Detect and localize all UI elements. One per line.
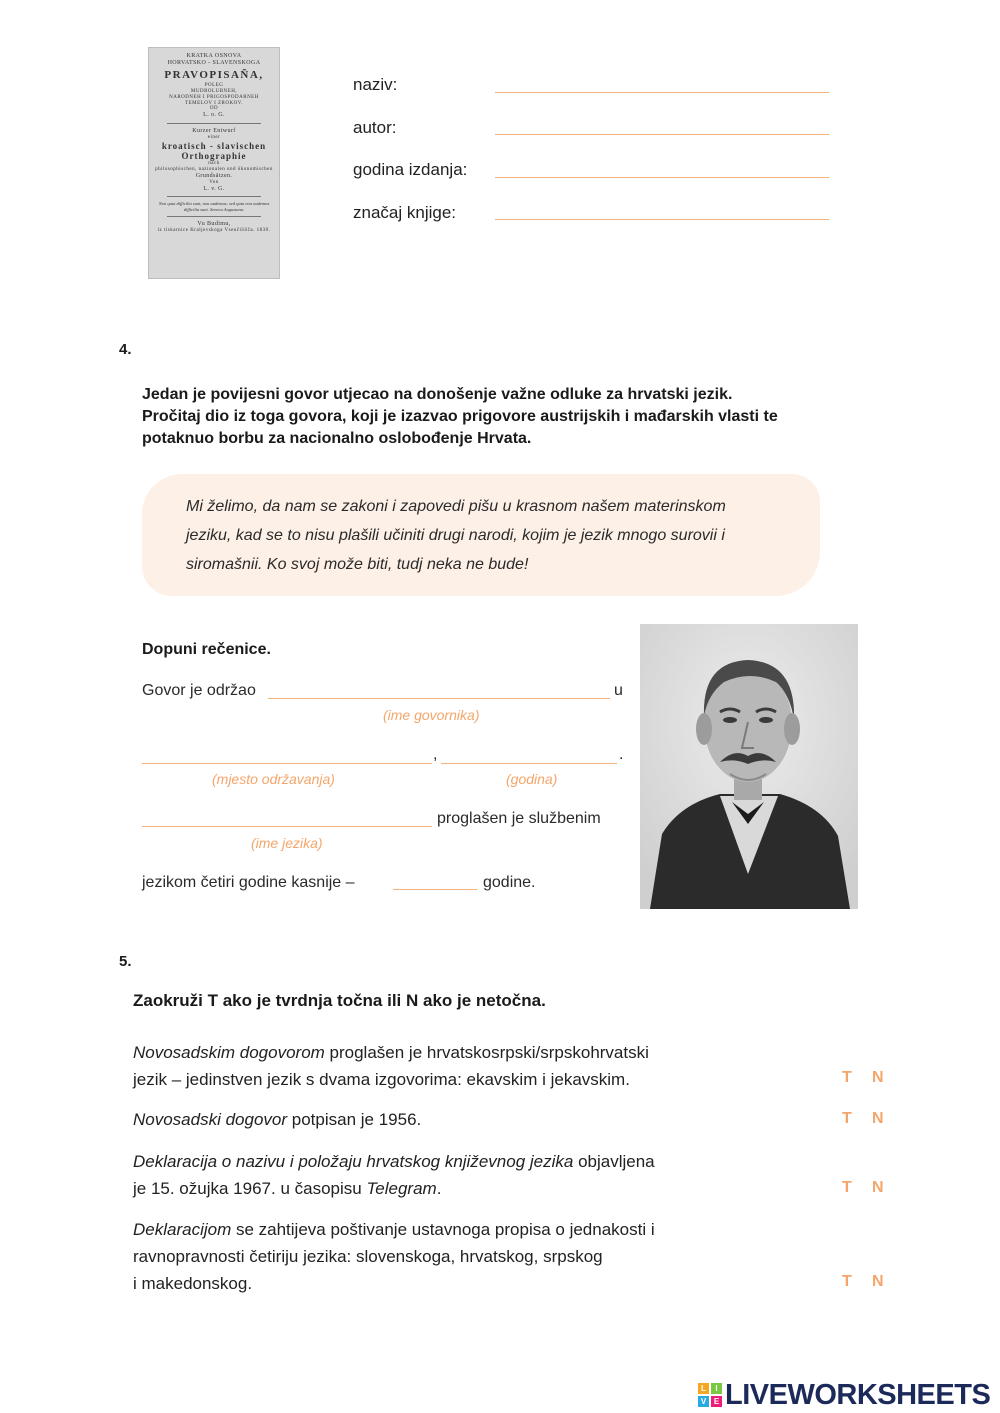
znacaj-knjige-input-line[interactable] [495, 219, 829, 220]
statement-line [133, 1216, 655, 1243]
statement-text: proglašen je hrvatskosrpski/srpskohrvatski [324, 1043, 649, 1062]
book-cover-line: Orthographie [181, 151, 247, 162]
q4-instruction-line: Jedan je povijesni govor utjecao na donošenje važne odluke za hrvatski jezik. [142, 386, 733, 403]
question-number-5: 5. [119, 953, 132, 970]
place-hint-label: (mjesto održavanja) [212, 771, 335, 787]
language-input-line[interactable] [142, 826, 432, 827]
book-cover-line: KRATKA OSNOVA [186, 53, 242, 59]
logo-mark-letter: I [711, 1383, 722, 1394]
book-cover-line: Vu Budimu, [197, 220, 231, 227]
logo-mark-letter: L [698, 1383, 709, 1394]
q4-instruction-line: potaknuo borbu za nacionalno oslobođenje Hrvata. [142, 430, 532, 447]
book-cover-line: philosophischen, nazionalen und ökonomischen [155, 167, 273, 173]
sentence4-end: godine. [483, 874, 536, 891]
book-cover-line: Kurzer Entwurf [192, 128, 236, 135]
logo-mark-icon [698, 1383, 722, 1407]
book-cover-image [148, 47, 280, 279]
quote-line: siromašnii. Ko svoj može biti, tudj neka ne bude! [186, 556, 529, 573]
logo-mark-letter: V [698, 1396, 709, 1407]
statement-emphasis: Telegram [366, 1179, 437, 1198]
autor-label: autor: [353, 118, 397, 137]
statement-emphasis: Deklaracijom [133, 1220, 232, 1239]
statement-4-true-option[interactable]: T [842, 1273, 852, 1290]
godina-izdanja-input-line[interactable] [495, 177, 829, 178]
book-cover-line: TEMELOV I ZROKOV. [185, 100, 243, 106]
fill-in-title: Dopuni rečenice. [142, 641, 271, 658]
naziv-label: naziv: [353, 75, 398, 94]
q5-instruction: Zaokruži T ako je tvrdnja točna ili N ako je netočna. [133, 991, 546, 1010]
statement-1-false-option[interactable]: N [872, 1069, 884, 1086]
quote-line: Mi želimo, da nam se zakoni i zapovedi pišu u krasnom našem materinskom [186, 498, 726, 515]
statement-1 [133, 1039, 649, 1093]
year-later-input-line[interactable] [393, 889, 477, 890]
book-cover-line: iz tiskarnice Kraljevskoga Vseučilišča. 1830. [157, 227, 271, 233]
statement-emphasis: Novosadskim dogovorom [133, 1043, 325, 1062]
statement-line [133, 1106, 421, 1133]
statement-3-false-option[interactable]: N [872, 1179, 884, 1196]
period: . [619, 746, 624, 763]
book-cover-line: Grundsätzen. [195, 172, 233, 179]
book-cover-line: einer [207, 134, 221, 140]
statement-text: objavljena [573, 1152, 655, 1171]
quote-line: jeziku, kad se to nisu plašili učiniti drugi narodi, kojim je jezik mnogo surovii i [186, 527, 725, 544]
book-cover-divider [167, 216, 261, 217]
book-cover-line: HORVATSKO - SLAVENSKOGA [167, 59, 261, 66]
statement-1-true-option[interactable]: T [842, 1069, 852, 1086]
statement-text: je 15. ožujka 1967. u časopisu [133, 1179, 367, 1198]
place-input-line[interactable] [142, 763, 432, 764]
statement-line: ravnopravnosti četiriju jezika: slovenskoga, hrvatskog, srpskog [133, 1247, 603, 1266]
statement-line: jezik – jedinstven jezik s dvama izgovorima: ekavskim i jekavskim. [133, 1070, 630, 1089]
statement-line [133, 1148, 655, 1175]
logo-text: LIVEWORKSHEETS [725, 1378, 991, 1411]
liveworksheets-logo[interactable] [698, 1380, 990, 1410]
statement-line [133, 1175, 655, 1202]
statement-3 [133, 1148, 655, 1202]
q4-instruction-line: Pročitaj dio iz toga govora, koji je izazvao prigovore austrijskih i mađarskih vlasti te [142, 408, 778, 425]
book-cover-line: L. v. G. [203, 185, 225, 192]
book-cover-line: Von [209, 179, 219, 185]
book-cover-line: nach [208, 161, 220, 167]
book-cover-line: kroatisch - slavischen [161, 140, 267, 151]
book-cover-line: NARODNEH I PRIGOSPODARNEH [169, 94, 259, 100]
book-cover-line: L. o. G. [203, 112, 225, 119]
statement-line [133, 1039, 649, 1066]
sentence1-end: u [614, 682, 623, 699]
znacaj-knjige-label: značaj knjige: [353, 203, 457, 222]
book-cover-motto: Non quia difficilia sunt, non audemus; sed quia non audemus difficilia sunt. Seneca Augustana. [158, 201, 270, 212]
speaker-input-line[interactable] [268, 698, 610, 699]
portrait-drawing [640, 624, 858, 909]
book-cover-line: POLEG [204, 83, 224, 89]
statement-text: se zahtijeva poštivanje ustavnoga propisa o jednakosti i [231, 1220, 655, 1239]
statement-emphasis: Novosadski dogovor [133, 1110, 288, 1129]
logo-mark-letter: E [711, 1396, 722, 1407]
comma: , [433, 746, 438, 763]
sentence4-start: jezikom četiri godine kasnije – [142, 874, 355, 891]
statement-text: . [436, 1179, 442, 1198]
sentence3-text: proglašen je službenim [437, 810, 601, 827]
speaker-hint-label: (ime govornika) [383, 707, 480, 723]
statement-4-false-option[interactable]: N [872, 1273, 884, 1290]
question-number-4: 4. [119, 341, 132, 358]
book-cover-divider [167, 123, 261, 124]
autor-input-line[interactable] [495, 134, 829, 135]
book-cover-divider [167, 196, 261, 197]
statement-text: potpisan je 1956. [287, 1110, 422, 1129]
statement-3-true-option[interactable]: T [842, 1179, 852, 1196]
godina-izdanja-label: godina izdanja: [353, 160, 468, 179]
year-input-line[interactable] [441, 763, 617, 764]
statement-2 [133, 1106, 421, 1133]
book-cover-line: OD [209, 106, 219, 112]
speech-quote [186, 492, 816, 579]
year-hint-label: (godina) [506, 771, 558, 787]
statement-2-true-option[interactable]: T [842, 1110, 852, 1127]
statement-emphasis: Deklaracija o nazivu i položaju hrvatskog književnog jezika [133, 1152, 574, 1171]
sentence1-start: Govor je održao [142, 682, 256, 699]
book-cover-title: PRAVOPISAÑA, [164, 68, 264, 81]
statement-line: i makedonskog. [133, 1274, 253, 1293]
statement-2-false-option[interactable]: N [872, 1110, 884, 1127]
naziv-input-line[interactable] [495, 92, 829, 93]
book-cover-line: MUDROLUBNEH, [190, 89, 238, 95]
speaker-portrait-image [640, 624, 858, 909]
language-hint-label: (ime jezika) [251, 835, 323, 851]
statement-4 [133, 1216, 655, 1297]
